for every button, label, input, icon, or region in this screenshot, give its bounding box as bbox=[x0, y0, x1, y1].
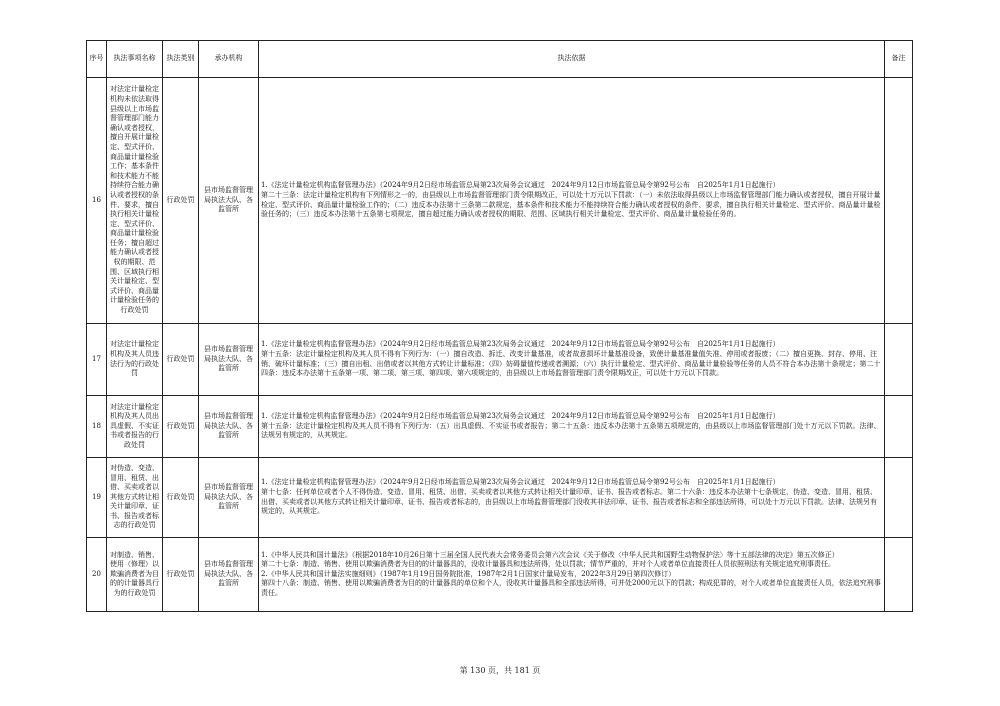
basis-line: 第二十七条：制造、销售、使用以欺骗消费者为目的的计量器具的，没收计量器具和违法所得，处以罚款；情节严重的，并对个人或者单位直接责任人员依照刑法有关规定追究刑事责任。 bbox=[261, 560, 835, 569]
enforcement-category: 行政处罚 bbox=[163, 538, 199, 612]
basis-line: 第十五条：法定计量检定机构及其人员不得有下列行为：（一）擅自改造、拆迁、改变计量基准，或者故意损坏计量基准设备，致使计量基准量值失准、停用或者报废；（二）擅自更换、封存、停用、注销、破坏计量标准；（三）擅自出租、出借或者以其他方式转让计量标准；（四）妨碍量值传递或者溯源；（六）执行计量检定、型式评价、商品量计量检验等任务的人员不符合本办法第十条规定；第二十四条：违反本办法第十五条第一项、第二项、第三项、第四项、第六项规定的，由县级以上市场监督管理部门责令限期改正，可以处十万元以下罚款。 bbox=[261, 349, 881, 378]
header-basis: 执法依据 bbox=[259, 41, 885, 78]
header-remark: 备注 bbox=[885, 41, 913, 78]
basis-line: 1.《法定计量检定机构监督管理办法》（2024年9月2日经市场监管总局第23次局务会议通过 2024年9月12日市场监管总局令第92号公布 自2025年1月1日起施行） bbox=[261, 181, 780, 190]
enforcement-item-name: 对法定计量检定机构及其人员出具虚假、不实证书或者报告的行政处罚 bbox=[107, 396, 163, 458]
header-agency: 承办机构 bbox=[199, 41, 259, 78]
table-row bbox=[87, 78, 913, 324]
basis-line: 第十七条：任何单位或者个人不得伪造、变造、冒用、租赁、出借、买卖或者以其他方式转让相关计量印章、证书、报告或者标志。第二十六条：违反本办法第十七条规定，伪造、变造、冒用、租赁、出借、买卖或者以其他方式转让相关计量印章、证书、报告或者标志的，由县级以上市场监督管理部门没收其非法印章、证书、报告或者标志和全部违法所得，可以处十万元以下罚款。法律、法规另有规定的，从其规定。 bbox=[261, 487, 877, 516]
basis-line: 1.《中华人民共和国计量法》（根据2018年10月26日第十三届全国人民代表大会常务委员会第六次会议《关于修改〈中华人民共和国野生动物保护法〉等十五部法律的决定》第五次修正） bbox=[261, 550, 839, 559]
table-row bbox=[87, 538, 913, 612]
enforcement-item-name: 对法定计量检定机构未依法取得县级以上市场监督管理部门能力确认或者授权，擅自开展计量检定、型式评价、商品量计量检验工作；基本条件和技术能力不能持续符合能力确认或者授权的条件、要求，擅自执行相关计量检定、型式评价、商品量计量检验任务；擅自超过能力确认或者授权的期限、范围、区域执行相关计量检定、型式评价、商品量计量检验任务的行政处罚 bbox=[107, 78, 163, 324]
table-row bbox=[87, 324, 913, 396]
enforcement-basis bbox=[259, 458, 885, 538]
handling-agency: 县市场监督管理局执法大队、各监管所 bbox=[199, 538, 259, 612]
remark bbox=[885, 538, 913, 612]
handling-agency: 县市场监督管理局执法大队、各监管所 bbox=[199, 458, 259, 538]
page-footer: 第 130 页，共 181 页 bbox=[459, 666, 541, 675]
row-number: 20 bbox=[87, 538, 107, 612]
header-name: 执法事项名称 bbox=[107, 41, 163, 78]
basis-line: 第四十八条：制造、销售、使用以欺骗消费者为目的的计量器具的单位和个人，没收其计量器具和全部违法所得，可并处2000元以下的罚款；构成犯罪的，对个人或者单位直接责任人员，依法追究刑事责任。 bbox=[261, 579, 881, 597]
row-number: 18 bbox=[87, 396, 107, 458]
row-number: 17 bbox=[87, 324, 107, 396]
row-number: 16 bbox=[87, 78, 107, 324]
remark bbox=[885, 324, 913, 396]
basis-line: 1.《法定计量检定机构监督管理办法》（2024年9月2日经市场监管总局第23次局务会议通过 2024年9月12日市场监管总局令第92号公布 自2025年1月1日起施行） bbox=[261, 340, 780, 349]
enforcement-basis bbox=[259, 538, 885, 612]
header-category: 执法类别 bbox=[163, 41, 199, 78]
header-no: 序号 bbox=[87, 41, 107, 78]
enforcement-basis bbox=[259, 324, 885, 396]
basis-line: 第十五条：法定计量检定机构及其人员不得有下列行为：（五）出具虚假、不实证书或者报告；第二十五条：违反本办法第十五条第五项规定的，由县级以上市场监督管理部门处十万元以下罚款。法律、法规另有规定的，从其规定。 bbox=[261, 421, 881, 440]
row-number: 19 bbox=[87, 458, 107, 538]
enforcement-category: 行政处罚 bbox=[163, 78, 199, 324]
remark bbox=[885, 78, 913, 324]
basis-line: 1.《法定计量检定机构监督管理办法》（2024年9月2日经市场监管总局第23次局务会议通过 2024年9月12日市场监管总局令第92号公布 自2025年1月1日起施行） bbox=[261, 478, 780, 487]
table-header-row bbox=[87, 41, 913, 78]
enforcement-table bbox=[86, 40, 913, 612]
handling-agency: 县市场监督管理局执法大队、各监管所 bbox=[199, 396, 259, 458]
basis-line: 2.《中华人民共和国计量法实施细则》（1987年1月19日国务院批准，1987年2月1日国家计量局发布，2022年3月29日第四次修订） bbox=[261, 569, 676, 578]
enforcement-item-name: 对法定计量检定机构及其人员违法行为的行政处罚 bbox=[107, 324, 163, 396]
enforcement-basis bbox=[259, 78, 885, 324]
enforcement-category: 行政处罚 bbox=[163, 458, 199, 538]
handling-agency: 县市场监督管理局执法大队、各监管所 bbox=[199, 324, 259, 396]
table-row bbox=[87, 458, 913, 538]
enforcement-basis bbox=[259, 396, 885, 458]
basis-line: 第二十三条：法定计量检定机构有下列情形之一的，由县级以上市场监督管理部门责令限期改正，可以处十万元以下罚款：（一）未依法取得县级以上市场监督管理部门能力确认或者授权，擅自开展计量检定、型式评价、商品量计量检验工作的；（二）违反本办法第十三条第二款规定，基本条件和技术能力不能持续符合能力确认或者授权的条件、要求，擅自执行相关计量检定、型式评价、商品量计量检验任务的；（三）违反本办法第十五条第七项规定，擅自超过能力确认或者授权的期限、范围、区域执行相关计量检定、型式评价、商品量计量检验任务的。 bbox=[261, 190, 881, 219]
enforcement-category: 行政处罚 bbox=[163, 396, 199, 458]
enforcement-item-name: 对制造、销售、使用（修理）以欺骗消费者为目的的计量器具行为的行政处罚 bbox=[107, 538, 163, 612]
table-row bbox=[87, 396, 913, 458]
handling-agency: 县市场监督管理局执法大队、各监管所 bbox=[199, 78, 259, 324]
enforcement-item-name: 对伪造、变造、冒用、租赁、出借、买卖或者以其他方式转让相关计量印章、证书、报告或者标志的行政处罚 bbox=[107, 458, 163, 538]
basis-line: 1.《法定计量检定机构监督管理办法》（2024年9月2日经市场监管总局第23次局务会议通过 2024年9月12日市场监管总局令第92号公布 自2025年1月1日起施行） bbox=[261, 412, 780, 421]
remark bbox=[885, 458, 913, 538]
enforcement-category: 行政处罚 bbox=[163, 324, 199, 396]
remark bbox=[885, 396, 913, 458]
